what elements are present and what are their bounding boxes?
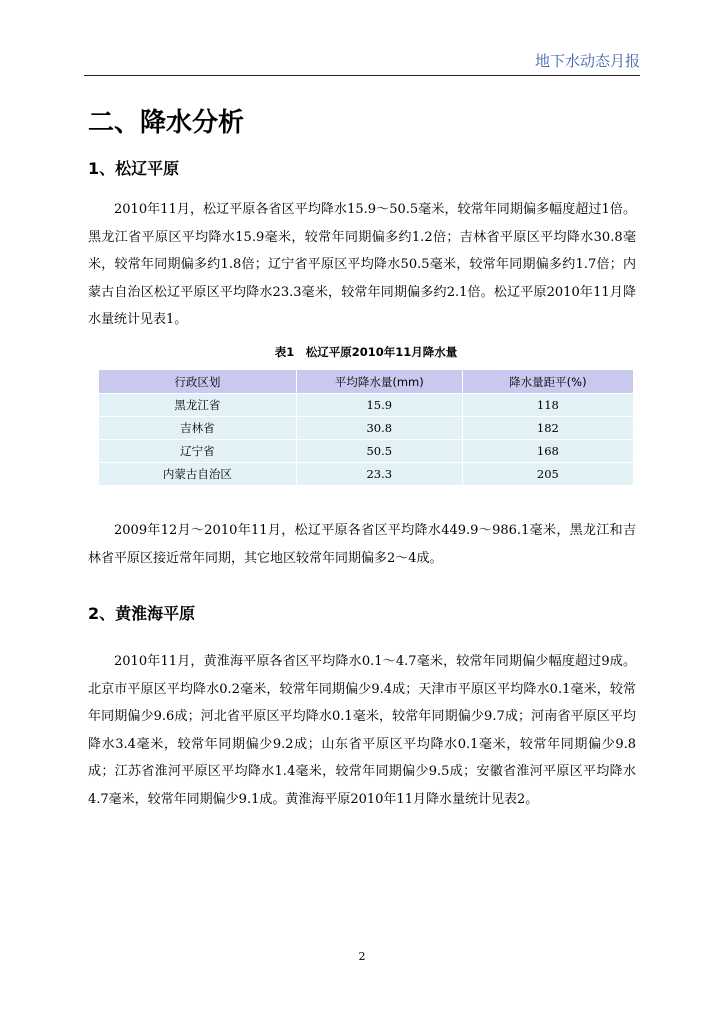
precipitation-table — [98, 369, 634, 486]
table-cell: 辽宁省 — [99, 440, 296, 462]
table-cell: 118 — [463, 394, 633, 416]
table-cell: 15.9 — [297, 394, 462, 416]
table-cell: 182 — [463, 417, 633, 439]
paragraph-huanghuaihai-nov: 2010年11月，黄淮海平原各省区平均降水0.1～4.7毫米，较常年同期偏少幅度超过9成。北京市平原区平均降水0.2毫米，较常年同期偏少9.4成；天津市平原区平均降水0.1毫米，较常年同期偏少9.6成；河北省平原区平均降水0.1毫米，较常年同期偏少9.7成；河南省平原区平均降水3.4毫米，较常年同期偏少9.2成；山东省平原区平均降水0.1毫米，较常年同期偏少9.8成；江苏省淮河平原区平均降水1.4毫米，较常年同期偏少9.5成；安徽省淮河平原区平均降水4.7毫米，较常年同期偏少9.1成。黄淮海平原2010年11月降水量统计见表2。 — [88, 654, 636, 807]
table-cell: 50.5 — [297, 440, 462, 462]
header-divider — [84, 75, 640, 76]
section-title: 二、降水分析 — [88, 108, 245, 138]
table-cell: 内蒙古自治区 — [99, 463, 296, 485]
table-header-cell: 降水量距平(%) — [463, 370, 633, 393]
table-cell: 23.3 — [297, 463, 462, 485]
table-header-row — [99, 370, 633, 393]
table-row — [99, 417, 633, 439]
table-row — [99, 440, 633, 462]
table-cell: 吉林省 — [99, 417, 296, 439]
table-cell: 30.8 — [297, 417, 462, 439]
table-cell: 168 — [463, 440, 633, 462]
subsection-heading-huanghuaihai: 2、黄淮海平原 — [88, 604, 196, 623]
paragraph-songliao-nov: 2010年11月，松辽平原各省区平均降水15.9～50.5毫米，较常年同期偏多幅度超过1倍。黑龙江省平原区平均降水15.9毫米，较常年同期偏多约1.2倍；吉林省平原区平均降水30.8毫米，较常年同期偏多约1.8倍；辽宁省平原区平均降水50.5毫米，较常年同期偏多约1.7倍；内蒙古自治区松辽平原区平均降水23.3毫米，较常年同期偏多约2.1倍。松辽平原2010年11月降水量统计见表1。 — [88, 202, 636, 327]
report-header-title: 地下水动态月报 — [534, 52, 640, 70]
table-cell: 黑龙江省 — [99, 394, 296, 416]
table-cell: 205 — [463, 463, 633, 485]
subsection-heading-songliao: 1、松辽平原 — [88, 159, 180, 178]
table-caption: 表1 松辽平原2010年11月降水量 — [274, 345, 458, 359]
table-row — [99, 394, 633, 416]
table-header-cell: 平均降水量(mm) — [297, 370, 462, 393]
paragraph-songliao-annual: 2009年12月～2010年11月，松辽平原各省区平均降水449.9～986.1毫米，黑龙江和吉林省平原区接近常年同期，其它地区较常年同期偏多2～4成。 — [88, 523, 636, 566]
table-header-cell: 行政区划 — [99, 370, 296, 393]
table-row — [99, 463, 633, 485]
page-number: 2 — [358, 950, 366, 963]
